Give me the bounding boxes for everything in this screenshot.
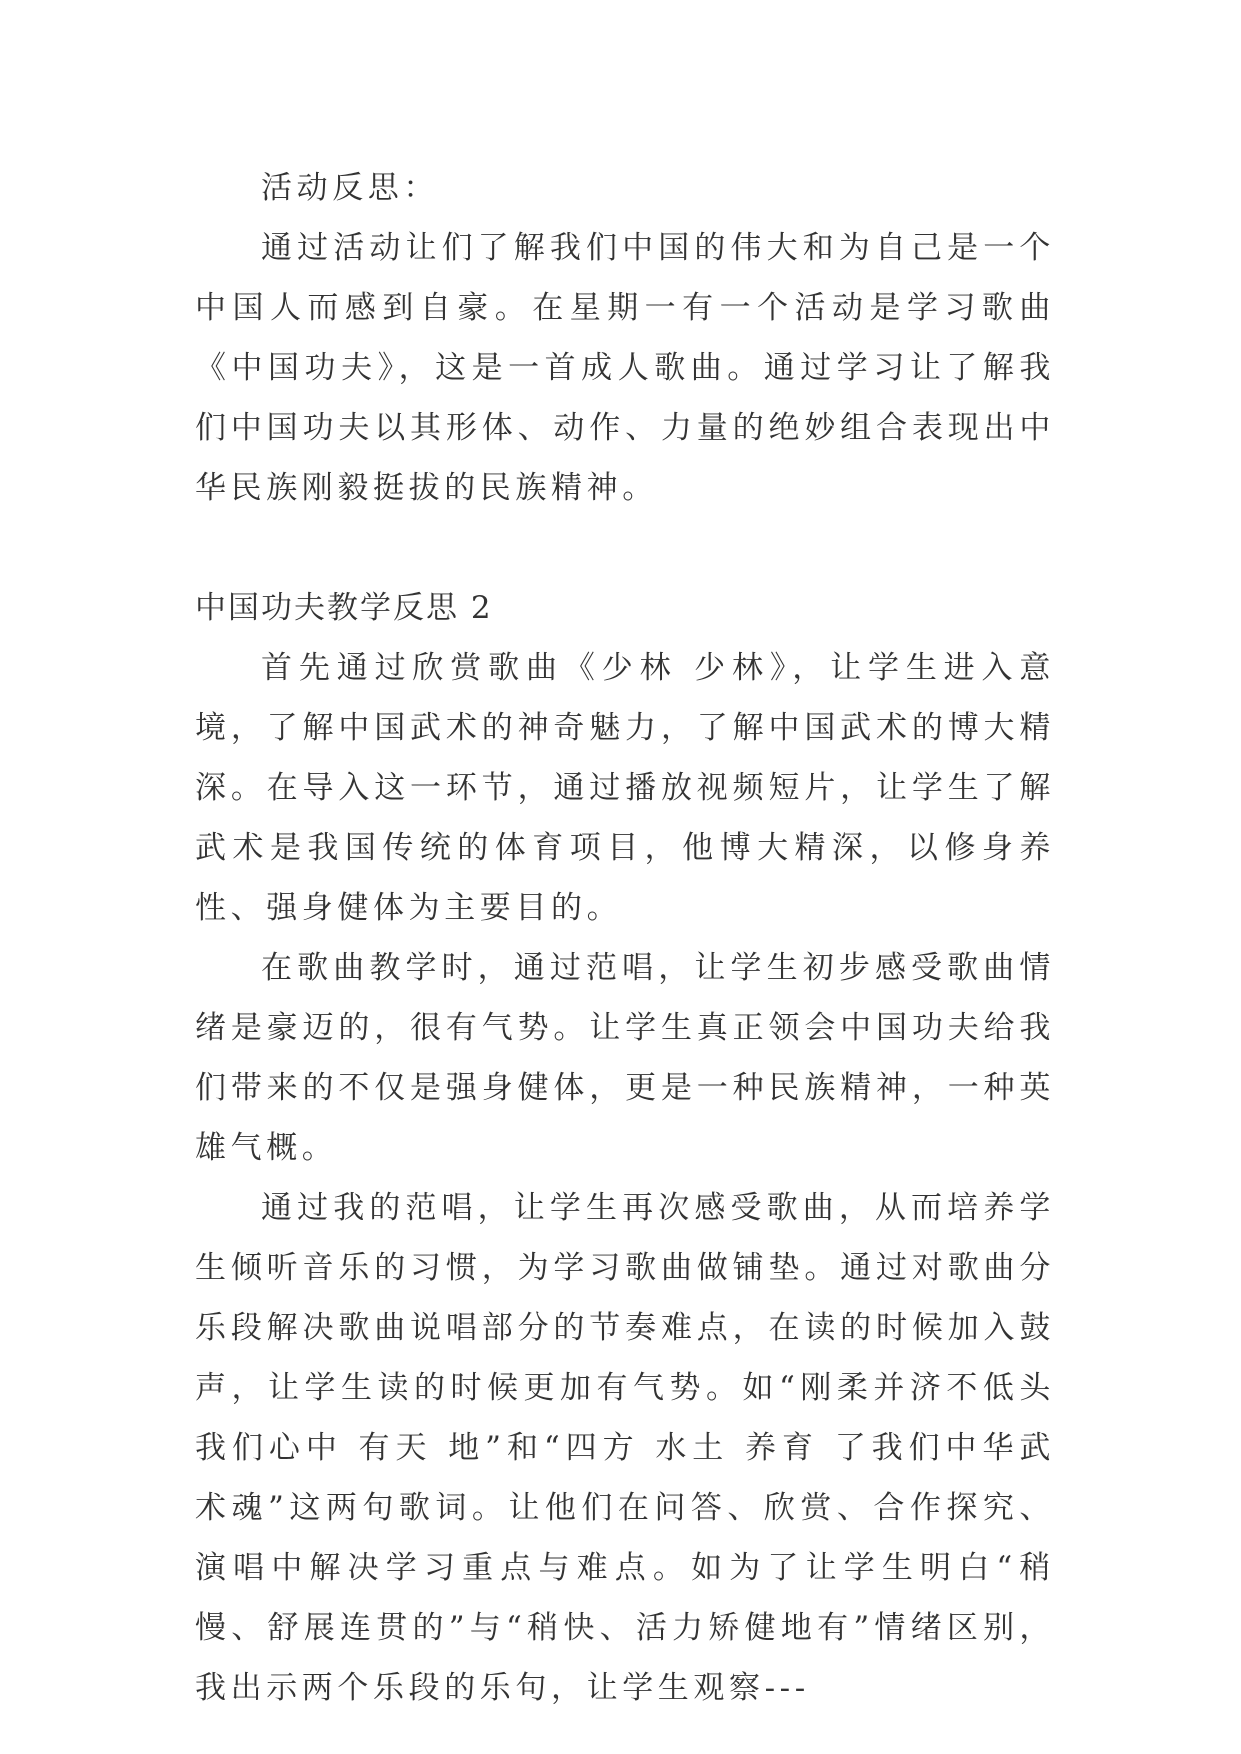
- body-paragraph-2: 在歌曲教学时，通过范唱，让学生初步感受歌曲情绪是豪迈的，很有气势。让学生真正领会中国功夫给我们带来的不仅是强身健体，更是一种民族精神，一种英雄气概。: [195, 950, 1055, 1166]
- body-paragraph-3: 通过我的范唱，让学生再次感受歌曲，从而培养学生倾听音乐的习惯，为学习歌曲做铺垫。通过对歌曲分乐段解决歌曲说唱部分的节奏难点，在读的时候加入鼓声，让学生读的时候更加有气势。如“刚柔并济不低头我们心中 有天 地”和“四方 水土 养育 了我们中华武术魂”这两句歌词。让他们在问答、欣赏、合作探究、演唱中解决学习重点与难点。如为了让学生明白“稍慢、舒展连贯的”与“稍快、活力矫健地有”情绪区别，我出示两个乐段的乐句，让学生观察---: [195, 1190, 1055, 1706]
- section-title: 中国功夫教学反思 2: [195, 590, 493, 626]
- reflection-paragraph: 通过活动让们了解我们中国的伟大和为自己是一个中国人而感到自豪。在星期一有一个活动是学习歌曲《中国功夫》，这是一首成人歌曲。通过学习让了解我们中国功夫以其形体、动作、力量的绝妙组合表现出中华民族刚毅挺拔的民族精神。: [195, 230, 1055, 506]
- body-paragraph-1: 首先通过欣赏歌曲《少林 少林》，让学生进入意境，了解中国武术的神奇魅力，了解中国武术的博大精深。在导入这一环节，通过播放视频短片，让学生了解武术是我国传统的体育项目，他博大精深，以修身养性、强身健体为主要目的。: [195, 650, 1055, 926]
- document-body: [195, 158, 1055, 1718]
- section-label-reflection: 活动反思：: [261, 170, 439, 206]
